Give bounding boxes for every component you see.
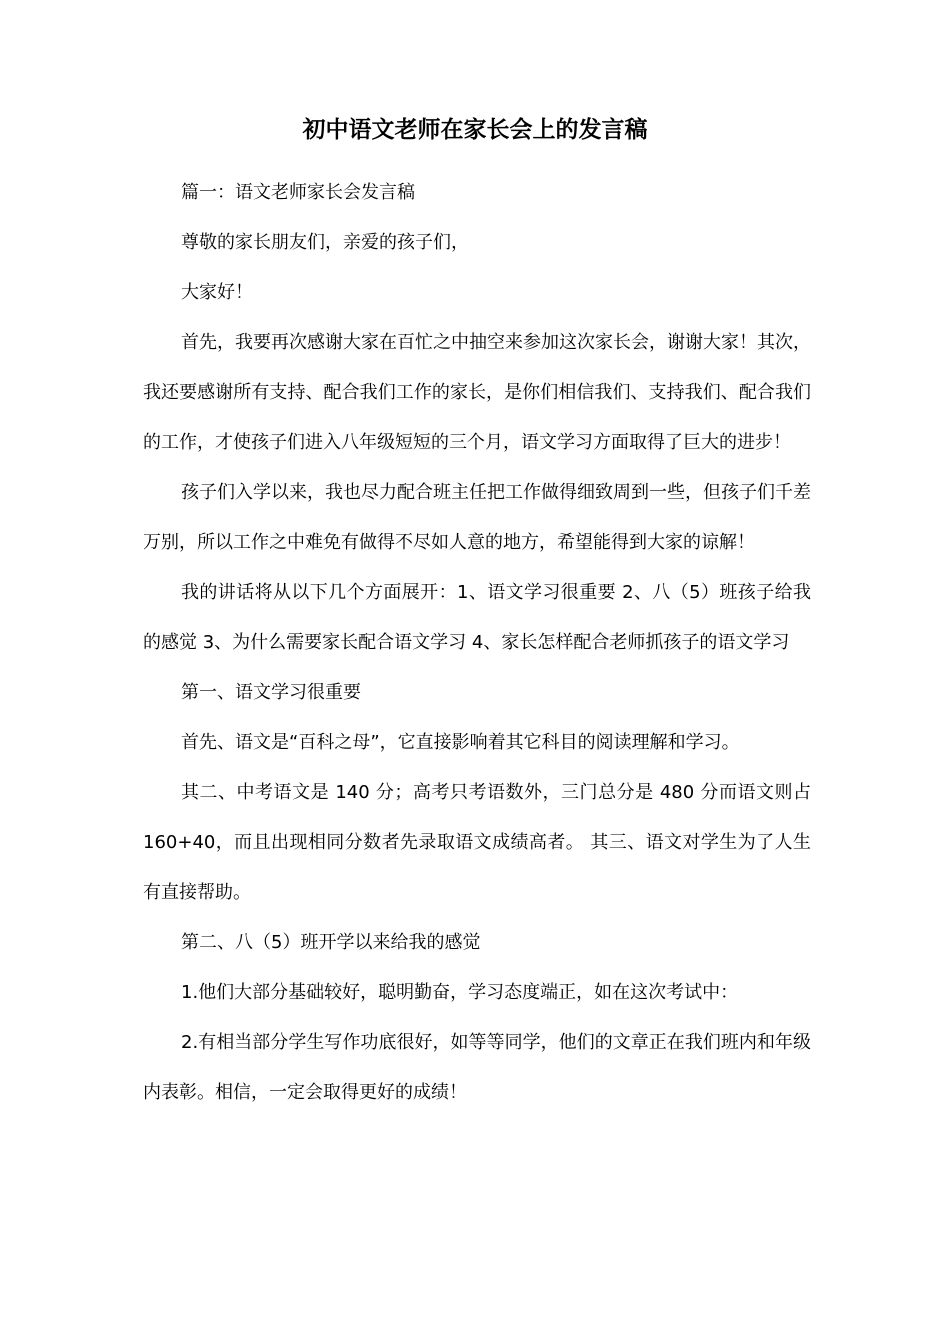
paragraph-salutation: 尊敬的家长朋友们，亲爱的孩子们， (181, 232, 469, 253)
paragraph-heading-first: 第一、语文学习很重要 (181, 682, 361, 703)
paragraph-point-2: 其二、中考语文是 140 分；高考只考语数外，三门总分是 480 分而语文则占 160+40，而且出现相同分数者先录取语文成绩高者。 其三、语文对学生为了人生有直接帮助。 (143, 782, 811, 903)
paragraph-point-1: 首先、语文是“百科之母”，它直接影响着其它科目的阅读理解和学习。 (181, 732, 740, 753)
document-body (143, 168, 811, 1118)
paragraph-impression-2: 2.有相当部分学生写作功底很好，如等等同学，他们的文章正在我们班内和年级内表彰。相信，一定会取得更好的成绩！ (143, 1032, 811, 1103)
paragraph-impression-1: 1.他们大部分基础较好，聪明勤奋，学习态度端正，如在这次考试中： (181, 982, 739, 1003)
paragraph-greeting: 大家好！ (181, 282, 253, 303)
paragraph-apology: 孩子们入学以来，我也尽力配合班主任把工作做得细致周到一些，但孩子们千差万别，所以工作之中难免有做得不尽如人意的地方，希望能得到大家的谅解！ (143, 482, 811, 553)
document-title: 初中语文老师在家长会上的发言稿 (302, 117, 648, 143)
paragraph-thanks: 首先，我要再次感谢大家在百忙之中抽空来参加这次家长会，谢谢大家！其次，我还要感谢所有支持、配合我们工作的家长，是你们相信我们、支持我们、配合我们的工作，才使孩子们进入八年级短短的三个月，语文学习方面取得了巨大的进步！ (143, 332, 811, 453)
paragraph-outline: 我的讲话将从以下几个方面展开：1、语文学习很重要 2、八（5）班孩子给我的感觉 3、为什么需要家长配合语文学习 4、家长怎样配合老师抓孩子的语文学习 (143, 582, 811, 653)
paragraph-heading-second: 第二、八（5）班开学以来给我的感觉 (181, 932, 481, 953)
paragraph-section-heading-1: 篇一：语文老师家长会发言稿 (181, 182, 415, 203)
